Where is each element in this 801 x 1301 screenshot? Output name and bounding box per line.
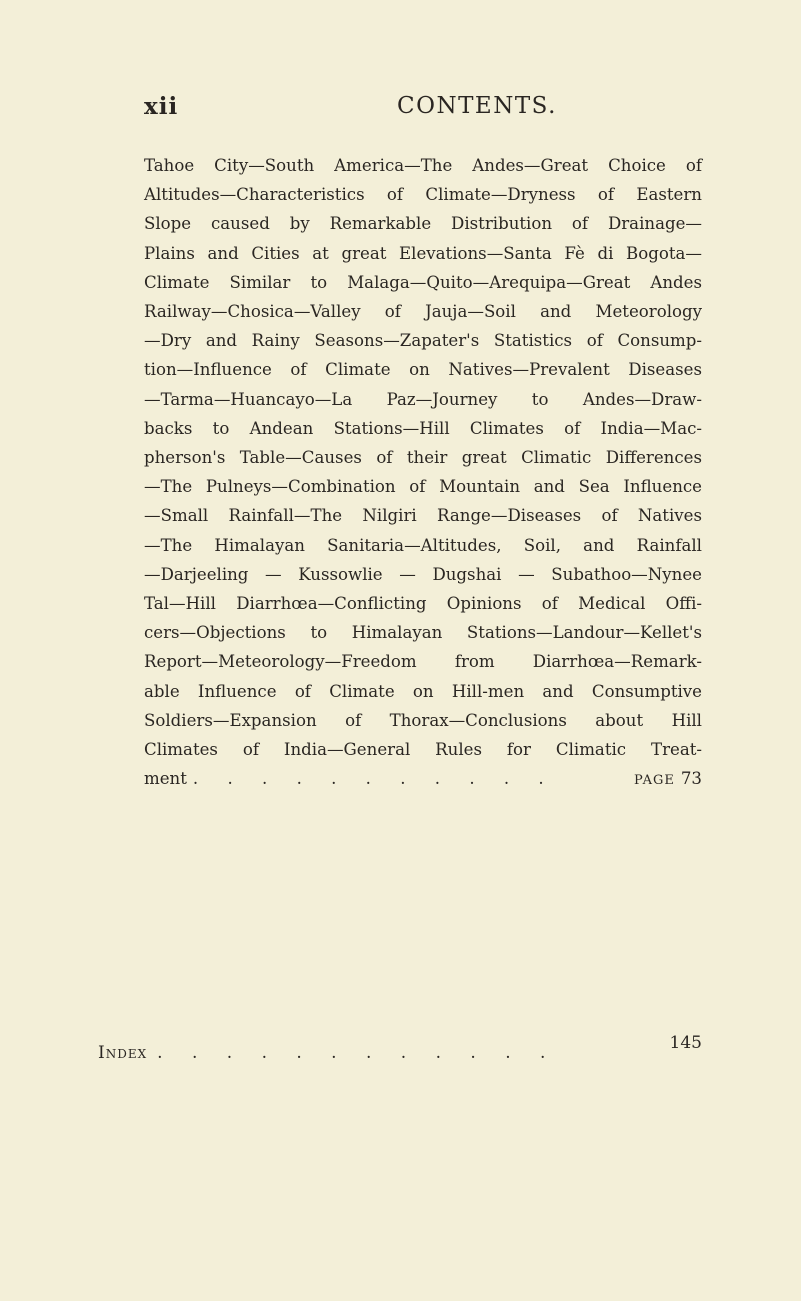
entry-line: —The Pulneys—Combination of Mountain and Sea Influence <box>144 477 702 497</box>
index-label: Index <box>98 1043 148 1063</box>
entry-line: Climates of India—General Rules for Climatic Treat- <box>144 740 702 760</box>
entry-line: Tal—Hill Diarrhœa—Conflicting Opinions of Medical Offi- <box>144 594 702 614</box>
running-header <box>144 93 704 133</box>
entry-line: Soldiers—Expansion of Thorax—Conclusions about Hill <box>144 710 702 730</box>
page-value: 73 <box>680 769 702 789</box>
dot-leader: . . . . . . . . . . . <box>192 769 556 789</box>
entry-line: Climate Similar to Malaga—Quito—Arequipa—Great Andes <box>144 272 702 292</box>
running-title: CONTENTS. <box>397 93 557 119</box>
entry-line: Plains and Cities at great Elevations—Santa Fè di Bogota— <box>144 243 702 263</box>
entry-line: —The Himalayan Sanitaria—Altitudes, Soil, and Rainfall <box>144 535 702 555</box>
entry-line: pherson's Table—Causes of their great Climatic Differences <box>144 448 702 468</box>
index-page-value: 145 <box>669 1033 702 1053</box>
entry-line: able Influence of Climate on Hill-men and Consumptive <box>144 681 702 701</box>
entry-line: Altitudes—Characteristics of Climate—Dryness of Eastern <box>144 185 702 205</box>
entry-line: —Tarma—Huancayo—La Paz—Journey to Andes—Draw- <box>144 389 702 409</box>
entry-line: Report—Meteorology—Freedom from Diarrhœa—Remark- <box>144 652 702 672</box>
index-entry <box>98 1033 702 1063</box>
page-number: xii <box>144 93 179 120</box>
entry-last-line <box>144 764 702 795</box>
entry-line: —Darjeeling — Kussowlie — Dugshai — Subathoo—Nynee <box>144 564 702 584</box>
entry-line-end: ment <box>144 769 187 789</box>
entry-line: —Small Rainfall—The Nilgiri Range—Diseases of Natives <box>144 506 702 526</box>
entry-line: backs to Andean Stations—Hill Climates of India—Mac- <box>144 418 702 438</box>
entry-line: Slope caused by Remarkable Distribution of Drainage— <box>144 214 702 234</box>
dot-leader: . . . . . . . . . . . . <box>157 1043 558 1063</box>
page-reference <box>624 764 702 795</box>
entry-line: cers—Objections to Himalayan Stations—Landour—Kellet's <box>144 623 702 643</box>
page-label: PAGE <box>634 773 675 789</box>
entry-line: tion—Influence of Climate on Natives—Prevalent Diseases <box>144 360 702 380</box>
entry-line: —Dry and Rainy Seasons—Zapater's Statistics of Consump- <box>144 331 702 351</box>
entry-line: Tahoe City—South America—The Andes—Great Choice of <box>144 156 702 175</box>
contents-entry <box>144 151 702 795</box>
entry-line: Railway—Chosica—Valley of Jauja—Soil and Meteorology <box>144 302 702 322</box>
